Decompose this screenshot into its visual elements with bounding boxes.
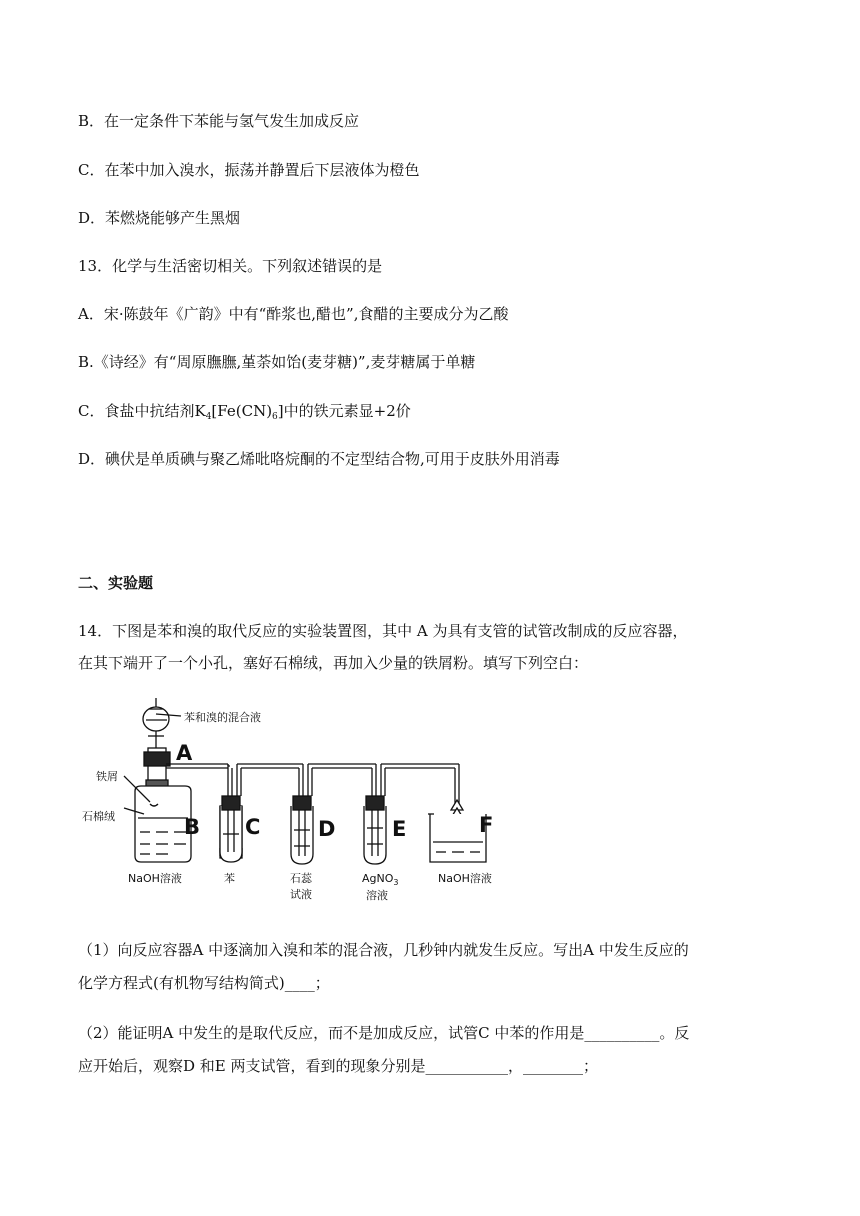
question-14-part2-line1: （2）能证明A 中发生的是取代反应，而不是加成反应，试管C 中苯的作用是__________。反 bbox=[78, 1024, 690, 1042]
apparatus-diagram bbox=[78, 696, 518, 910]
label-b-solution: NaOH溶液 bbox=[128, 872, 182, 885]
option-c-text-2: [Fe(CN) bbox=[211, 402, 273, 420]
question-14-part1-line2: 化学方程式(有机物写结构简式)____； bbox=[78, 974, 330, 992]
label-d-solution-1: 石蕊 bbox=[290, 872, 312, 885]
label-f-solution: NaOH溶液 bbox=[438, 872, 492, 885]
question-14-stem-line2: 在其下端开了一个小孔，塞好石棉绒，再加入少量的铁屑粉。填写下列空白： bbox=[78, 654, 589, 672]
section-heading: 二、实验题 bbox=[78, 574, 154, 592]
option-c-text-3: ]中的铁元素显+2价 bbox=[277, 402, 411, 420]
question-14-part1-line1: （1）向反应容器A 中逐滴加入溴和苯的混合液，几秒钟内就发生反应。写出A 中发生反应的 bbox=[78, 941, 689, 959]
label-e-solution-1 bbox=[362, 872, 399, 887]
question-13-option-a: A．宋·陈鼓年《广韵》中有“酢浆也,醋也”,食醋的主要成分为乙酸 bbox=[78, 305, 509, 323]
label-c: C bbox=[245, 815, 261, 839]
label-asbestos: 石棉绒 bbox=[82, 810, 115, 823]
question-13-option-c bbox=[78, 401, 411, 421]
subscript-6: 6 bbox=[272, 412, 278, 422]
label-b: B bbox=[184, 815, 201, 839]
label-e-solution-2: 溶液 bbox=[366, 889, 388, 902]
label-d: D bbox=[318, 817, 336, 841]
question-13-option-d: D．碘伏是单质碘与聚乙烯吡咯烷酮的不定型结合物,可用于皮肤外用消毒 bbox=[78, 450, 560, 468]
question-14-stem-line1: 14．下图是苯和溴的取代反应的实验装置图，其中 A 为具有支管的试管改制成的反应容器， bbox=[78, 622, 688, 640]
option-c-text-1: C．食盐中抗结剂K bbox=[78, 402, 206, 420]
agno-subscript: 3 bbox=[393, 878, 399, 887]
option-b-prev: B．在一定条件下苯能与氢气发生加成反应 bbox=[78, 112, 360, 130]
question-13-option-b: B.《诗经》有“周原膴膴,堇荼如饴(麦芽糖)”,麦芽糖属于单糖 bbox=[78, 353, 476, 371]
label-d-solution-2: 试液 bbox=[290, 888, 312, 901]
label-f: F bbox=[479, 813, 494, 837]
option-c-prev: C．在苯中加入溴水，振荡并静置后下层液体为橙色 bbox=[78, 161, 420, 179]
agno-text: AgNO bbox=[362, 872, 394, 885]
label-mixture: 苯和溴的混合液 bbox=[184, 711, 261, 724]
option-d-prev: D．苯燃烧能够产生黑烟 bbox=[78, 209, 241, 227]
label-e: E bbox=[392, 817, 407, 841]
question-14-part2-line2: 应开始后，观察D 和E 两支试管，看到的现象分别是___________，________； bbox=[78, 1057, 599, 1075]
question-13-stem: 13．化学与生活密切相关。下列叙述错误的是 bbox=[78, 257, 383, 275]
label-a: A bbox=[176, 741, 193, 765]
label-c-solution: 苯 bbox=[224, 872, 235, 885]
subscript-4: 4 bbox=[205, 412, 212, 422]
label-iron-filings: 铁屑 bbox=[96, 770, 118, 783]
